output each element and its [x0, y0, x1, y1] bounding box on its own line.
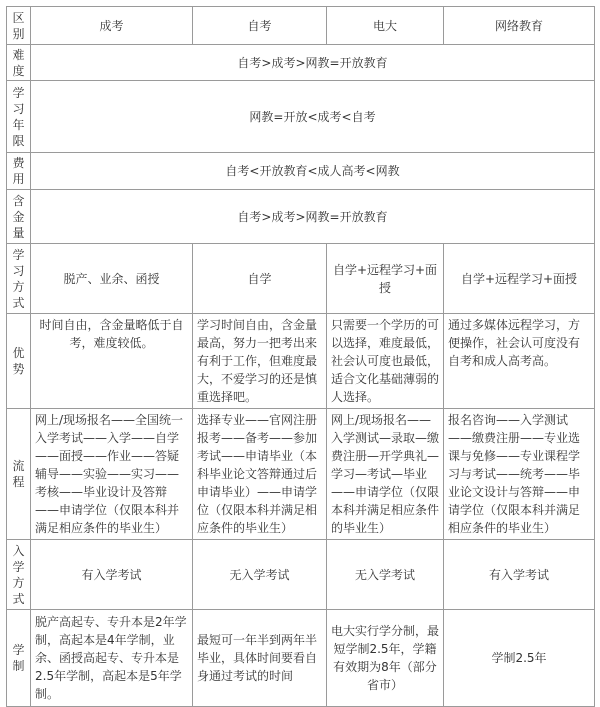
- table-row-cost: [7, 153, 595, 190]
- advantages-chengkao: 时间自由，含金量略低于自考，难度较低。: [31, 314, 193, 409]
- row-label-header: 区别: [7, 7, 31, 45]
- schooling-dianda: 电大实行学分制，最短学制2.5年，学籍有效期为8年（部分省市）: [327, 610, 444, 707]
- row-label-admission: 入学方式: [7, 540, 31, 610]
- table-row-advantages: [7, 314, 595, 409]
- cost-value: 自考<开放教育<成人高考<网教: [31, 153, 595, 190]
- table-row-admission: [7, 540, 595, 610]
- process-dianda: 网上/现场报名——入学测试—录取—缴费注册—开学典礼—学习—考试—毕业——申请学位（仅限本科并满足相应条件的毕业生）: [327, 409, 444, 540]
- row-label-cost: 费用: [7, 153, 31, 190]
- row-label-advantages: 优势: [7, 314, 31, 409]
- column-header-chengkao: 成考: [31, 7, 193, 45]
- admission-online-education: 有入学考试: [444, 540, 595, 610]
- study-mode-chengkao: 脱产、业余、函授: [31, 244, 193, 314]
- duration-value: 网教=开放<成考<自考: [31, 81, 595, 153]
- advantages-zikao: 学习时间自由，含金量最高，努力一把考出来有利于工作，但难度最大，不爱学习的还是慎重选择吧。: [193, 314, 327, 409]
- advantages-online-education: 通过多媒体远程学习，方便操作，社会认可度没有自考和成人高考高。: [444, 314, 595, 409]
- schooling-chengkao: 脱产高起专、专升本是2年学制，高起本是4年学制，业余、函授高起专、专升本是2.5年学制，高起本是5年学制。: [31, 610, 193, 707]
- row-label-duration: 学习年限: [7, 81, 31, 153]
- admission-zikao: 无入学考试: [193, 540, 327, 610]
- column-header-dianda: 电大: [327, 7, 444, 45]
- advantages-dianda: 只需要一个学历的可以选择，难度最低，社会认可度也最低，适合文化基础薄弱的人选择。: [327, 314, 444, 409]
- comparison-table: [6, 6, 595, 707]
- row-label-schooling: 学制: [7, 610, 31, 707]
- study-mode-zikao: 自学: [193, 244, 327, 314]
- admission-dianda: 无入学考试: [327, 540, 444, 610]
- row-label-value-rank: 含金量: [7, 190, 31, 244]
- table-row-study-mode: [7, 244, 595, 314]
- process-zikao: 选择专业——官网注册报考——备考——参加考试——申请毕业（本科毕业论文答辩通过后申请毕业）——申请学位（仅限本科并满足相应条件的毕业生）: [193, 409, 327, 540]
- column-header-zikao: 自考: [193, 7, 327, 45]
- row-label-study-mode: 学习方式: [7, 244, 31, 314]
- header-row: [7, 7, 595, 45]
- row-label-process: 流程: [7, 409, 31, 540]
- column-header-online-education: 网络教育: [444, 7, 595, 45]
- row-label-difficulty: 难度: [7, 45, 31, 81]
- schooling-online-education: 学制2.5年: [444, 610, 595, 707]
- difficulty-value: 自考>成考>网教=开放教育: [31, 45, 595, 81]
- study-mode-online-education: 自学+远程学习+面授: [444, 244, 595, 314]
- study-mode-dianda: 自学+远程学习+面授: [327, 244, 444, 314]
- process-chengkao: 网上/现场报名——全国统一入学考试——入学——自学——面授——作业——答疑辅导——实验——实习——考核——毕业设计及答辩——申请学位（仅限本科并满足相应条件的毕业生）: [31, 409, 193, 540]
- table-row-process: [7, 409, 595, 540]
- table-row-duration: [7, 81, 595, 153]
- table-row-difficulty: [7, 45, 595, 81]
- schooling-zikao: 最短可一年半到两年半毕业，具体时间要看自身通过考试的时间: [193, 610, 327, 707]
- value-rank-value: 自考>成考>网教=开放教育: [31, 190, 595, 244]
- table-row-value-rank: [7, 190, 595, 244]
- table-row-schooling: [7, 610, 595, 707]
- process-online-education: 报名咨询——入学测试——缴费注册——专业选课与免修——专业课程学习与考试——统考——毕业论文设计与答辩——申请学位（仅限本科并满足相应条件的毕业生）: [444, 409, 595, 540]
- admission-chengkao: 有入学考试: [31, 540, 193, 610]
